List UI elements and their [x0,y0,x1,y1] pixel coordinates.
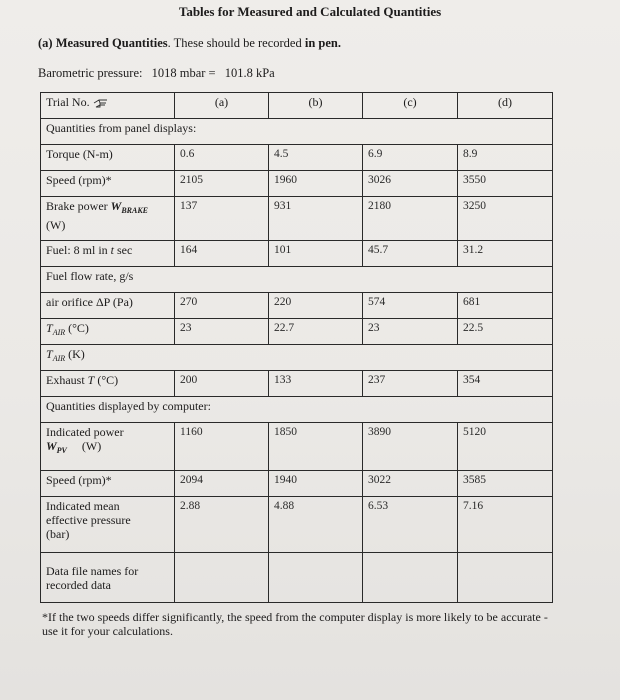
speed-panel-b: 1960 [269,171,363,197]
indicated-power-c: 3890 [363,423,458,471]
speed-computer-a: 2094 [175,471,269,497]
exhaust-b: 133 [269,371,363,397]
speed-panel-a: 2105 [175,171,269,197]
barometric-mbar: 1018 mbar = [151,66,216,80]
section-a-instruction: . These should be recorded [167,36,305,50]
torque-c: 6.9 [363,145,458,171]
indicated-power-b: 1850 [269,423,363,471]
footnote: *If the two speeds differ significantly, the speed from the computer display is more likely to be accurate - use it for your calculations. [42,610,548,638]
data-file-label: Data file names for recorded data [41,553,175,603]
table-row [41,241,553,267]
section-a-label: (a) Measured Quantities [38,36,168,50]
barometric-kpa: 101.8 kPa [224,66,275,80]
table-row [41,471,553,497]
table-row [41,397,553,423]
speed-panel-d: 3550 [458,171,553,197]
air-orifice-b: 220 [269,293,363,319]
data-file-b [269,553,363,603]
air-orifice-a: 270 [175,293,269,319]
data-file-c [363,553,458,603]
table-row [41,345,553,371]
brake-power-d: 3250 [458,197,553,241]
air-orifice-d: 681 [458,293,553,319]
speed-panel-c: 3026 [363,171,458,197]
table-row [41,319,553,345]
brake-power-b: 931 [269,197,363,241]
barometric-pressure [38,66,281,81]
trial-col-d: (d) [458,93,553,119]
fuel-a: 164 [175,241,269,267]
table-row [41,553,553,603]
table-header-row [41,93,553,119]
indicated-power-a: 1160 [175,423,269,471]
fuel-b: 101 [269,241,363,267]
speed-computer-d: 3585 [458,471,553,497]
tair-c-b: 22.7 [269,319,363,345]
table-row [41,293,553,319]
brake-power-a: 137 [175,197,269,241]
table-row [41,267,553,293]
table-row [41,119,553,145]
imep-c: 6.53 [363,497,458,553]
indicated-power-label: Indicated power $W_{PV}$ (W) [41,423,175,471]
measurements-table [40,92,553,603]
torque-b: 4.5 [269,145,363,171]
torque-label: Torque (N-m) [41,145,175,171]
table-row [41,197,553,241]
table-row [41,423,553,471]
trial-no-cell: Trial No. [41,93,175,119]
page-title: Tables for Measured and Calculated Quantities [178,4,442,19]
imep-d: 7.16 [458,497,553,553]
speed-panel-label: Speed (rpm)* [41,171,175,197]
trial-col-c: (c) [363,93,458,119]
table-row [41,497,553,553]
imep-a: 2.88 [175,497,269,553]
imep-label: Indicated mean effective pressure (bar) [41,497,175,553]
torque-a: 0.6 [175,145,269,171]
trial-col-b: (b) [269,93,363,119]
data-file-d [458,553,553,603]
indicated-power-d: 5120 [458,423,553,471]
section-a-heading [38,36,341,51]
tair-c-d: 22.5 [458,319,553,345]
fuel-label: Fuel: 8 ml in t sec [41,241,175,267]
brake-power-label: Brake power $W_{BRAKE}$ (W) [41,197,175,241]
air-orifice-c: 574 [363,293,458,319]
imep-b: 4.88 [269,497,363,553]
brake-power-c: 2180 [363,197,458,241]
speed-computer-c: 3022 [363,471,458,497]
data-file-a [175,553,269,603]
exhaust-a: 200 [175,371,269,397]
speed-computer-label: Speed (rpm)* [41,471,175,497]
table-row [41,371,553,397]
trial-col-a: (a) [175,93,269,119]
computer-section-heading: Quantities displayed by computer: [41,397,553,423]
panel-section-heading: Quantities from panel displays: [41,119,553,145]
table-row [41,145,553,171]
air-orifice-label: air orifice ΔP (Pa) [41,293,175,319]
fuel-flow-rate-label: Fuel flow rate, g/s [41,267,553,293]
speed-computer-b: 1940 [269,471,363,497]
fuel-d: 31.2 [458,241,553,267]
tair-c-label: $T_{AIR}$ (°C) [41,319,175,345]
pointing-hand-icon [93,98,109,108]
section-a-emphasis: in pen. [304,36,341,50]
tair-k-label: $T_{AIR}$ (K) [41,345,553,371]
tair-c-c: 23 [363,319,458,345]
torque-d: 8.9 [458,145,553,171]
table-row [41,171,553,197]
fuel-c: 45.7 [363,241,458,267]
tair-c-a: 23 [175,319,269,345]
exhaust-label: Exhaust T (°C) [41,371,175,397]
exhaust-d: 354 [458,371,553,397]
exhaust-c: 237 [363,371,458,397]
barometric-label: Barometric pressure: [38,66,143,80]
